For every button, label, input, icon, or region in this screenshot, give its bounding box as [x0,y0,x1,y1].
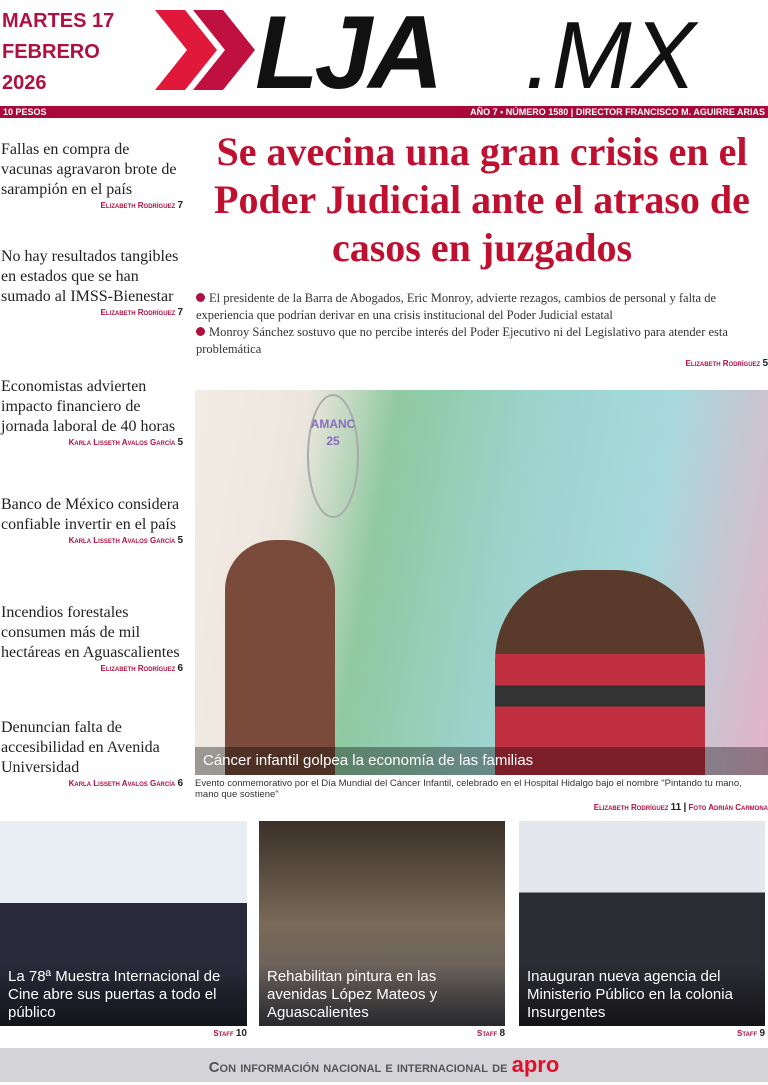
lead-headline[interactable]: Se avecina una gran crisis en el Poder Judicial ante el atraso de casos en juzgados [214,129,750,270]
wall-balloon: AMANC 25 [307,394,359,518]
author: Elizabeth Rodríguez [100,664,176,673]
page-number: 8 [499,1028,505,1039]
article-title[interactable]: No hay resultados tangibles en estados que se han sumado al IMSS-Bienestar [1,248,179,305]
page-number: 5 [177,437,183,448]
bullet-text: Monroy Sánchez sostuvo que no percibe interés del Poder Ejecutivo ni del Legislativo para atender esta problemática [196,325,728,356]
person-silhouette [495,570,705,775]
author: Elizabeth Rodríguez [593,803,669,812]
article-title[interactable]: Fallas en compra de vacunas agravaron brote de sarampión en el país [1,141,177,198]
byline [1,200,183,212]
person-silhouette [225,540,335,775]
page-number: 6 [177,663,183,674]
left-article[interactable] [1,140,183,212]
lead-byline [196,358,768,370]
bullet [196,324,768,358]
bottom-story[interactable] [519,821,765,1026]
article-title[interactable]: Denuncian falta de accesibilidad en Avenida Universidad [1,719,160,776]
byline [1,778,183,790]
footer-banner [0,1048,768,1082]
edition-bar [0,106,768,118]
bullet-text: El presidente de la Barra de Abogados, Eric Monroy, advierte rezagos, cambios de personal y falta de experiencia que podrían derivar en una crisis institucional del Poder Judicial estatal [196,291,716,322]
byline [1,307,183,319]
photo-byline: Elizabeth Rodríguez 11 | Foto Adrián Carmona [593,802,768,813]
page-number: 7 [177,307,183,318]
apro-logo[interactable]: apro [511,1052,560,1077]
left-article[interactable] [1,495,183,547]
price: 10 PESOS [3,107,47,117]
article-title[interactable]: Economistas advierten impacto financiero de jornada laboral de 40 horas [1,378,176,435]
page-number: 9 [759,1028,765,1039]
byline [519,1028,765,1040]
story-title[interactable]: Rehabilitan pintura en las avenidas López Mateos y Aguascalientes [259,964,505,1026]
story-title[interactable]: La 78ª Muestra Internacional de Cine abre sus puertas a todo el público [0,964,247,1026]
issue-date [2,6,114,99]
lja-logo[interactable] [155,4,767,96]
article-title[interactable]: Banco de México considera confiable invertir en el país [1,496,180,533]
main-photo[interactable] [195,390,768,775]
bullet [196,290,768,324]
photo-title[interactable]: Cáncer infantil golpea la economía de las familias [195,747,768,775]
bottom-story[interactable] [0,821,247,1026]
left-article[interactable] [1,377,183,449]
byline [259,1028,505,1040]
page-number: 5 [177,535,183,546]
bullet-dot-icon [196,327,205,336]
date-month: FEBRERO [2,41,100,63]
byline [1,437,183,449]
date-day: MARTES 17 [2,10,115,32]
page-number: 11 [670,802,682,813]
left-article[interactable] [1,247,183,319]
author: Elizabeth Rodríguez [100,308,176,317]
story-title[interactable]: Inauguran nueva agencia del Ministerio Público en la colonia Insurgentes [519,964,765,1026]
edition-info: AÑO 7 • NÚMERO 1580 | DIRECTOR FRANCISCO M. AGUIRRE ARIAS [470,107,765,117]
left-article[interactable] [1,718,183,790]
svg-text:.MX: .MX [525,4,696,96]
bottom-story[interactable] [259,821,505,1026]
photo-caption: Evento conmemorativo por el Día Mundial del Cáncer Infantil, celebrado en el Hospital Hidalgo bajo el nombre "Pintando tu mano, mano que sostiene" [195,778,742,800]
author: Karla Lisseth Avalos García [68,536,176,545]
svg-text:LJA: LJA [255,4,440,96]
author: Elizabeth Rodríguez [685,359,761,368]
author: Staff [213,1029,234,1038]
page-number: 6 [177,778,183,789]
author: Karla Lisseth Avalos García [68,438,176,447]
page-number: 7 [177,200,183,211]
page-number: 5 [762,358,768,369]
date-year: 2026 [2,72,47,94]
footer-text: Con información nacional e internacional de [208,1059,508,1076]
byline [1,535,183,547]
byline [1,663,183,675]
left-article[interactable] [1,603,183,675]
author: Karla Lisseth Avalos García [68,779,176,788]
author: Elizabeth Rodríguez [100,201,176,210]
author: Staff [736,1029,758,1038]
article-title[interactable]: Incendios forestales consumen más de mil hectáreas en Aguascalientes [1,604,180,661]
author: Staff [476,1029,498,1038]
byline [0,1028,247,1040]
bullet-dot-icon [196,293,205,302]
page-number: 10 [235,1028,247,1039]
photo-credit: Foto Adrián Carmona [688,803,768,812]
lead-summary [196,290,768,358]
